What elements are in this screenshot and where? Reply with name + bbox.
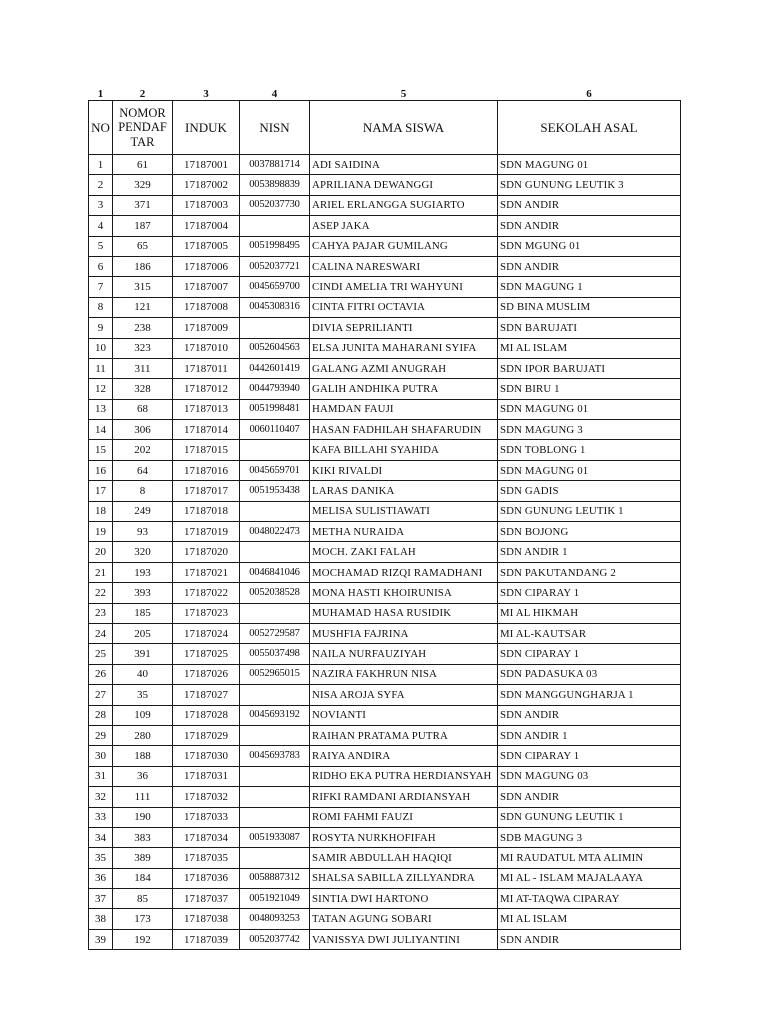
cell-nisn (240, 501, 310, 521)
cell-induk: 17187038 (173, 909, 240, 929)
cell-origin-school: SDN CIPARAY 1 (498, 583, 681, 603)
cell-no: 6 (89, 256, 113, 276)
cell-no: 3 (89, 195, 113, 215)
cell-nisn: 0051921049 (240, 889, 310, 909)
header-row (89, 101, 681, 155)
cell-student-name: KAFA BILLAHI SYAHIDA (310, 440, 498, 460)
cell-registration-number: 109 (113, 705, 173, 725)
cell-student-name: HAMDAN FAUJI (310, 399, 498, 419)
cell-no: 8 (89, 297, 113, 317)
cell-registration-number: 315 (113, 277, 173, 297)
cell-induk: 17187026 (173, 664, 240, 684)
cell-induk: 17187033 (173, 807, 240, 827)
cell-registration-number: 184 (113, 868, 173, 888)
cell-induk: 17187017 (173, 481, 240, 501)
table-row (89, 827, 681, 847)
cell-origin-school: SDN ANDIR 1 (498, 542, 681, 562)
table-row (89, 297, 681, 317)
student-table (88, 84, 681, 950)
cell-origin-school: SDN GUNUNG LEUTIK 1 (498, 501, 681, 521)
cell-induk: 17187037 (173, 889, 240, 909)
cell-registration-number: 389 (113, 848, 173, 868)
cell-origin-school: SDN ANDIR (498, 195, 681, 215)
cell-origin-school: SDN GUNUNG LEUTIK 1 (498, 807, 681, 827)
cell-origin-school: SDN PAKUTANDANG 2 (498, 562, 681, 582)
cell-origin-school: MI AL ISLAM (498, 909, 681, 929)
cell-origin-school: MI RAUDATUL MTA ALIMIN (498, 848, 681, 868)
cell-no: 2 (89, 175, 113, 195)
cell-origin-school: SDN MAGUNG 01 (498, 155, 681, 175)
cell-no: 21 (89, 562, 113, 582)
cell-no: 38 (89, 909, 113, 929)
cell-registration-number: 391 (113, 644, 173, 664)
cell-nisn: 0052038528 (240, 583, 310, 603)
table-row (89, 256, 681, 276)
cell-nisn: 0052037742 (240, 929, 310, 949)
table-row (89, 358, 681, 378)
cell-induk: 17187018 (173, 501, 240, 521)
cell-nisn: 0051933087 (240, 827, 310, 847)
cell-induk: 17187015 (173, 440, 240, 460)
table-row (89, 725, 681, 745)
header-registration-number: NOMOR PENDAF TAR (113, 101, 173, 155)
table-row (89, 623, 681, 643)
cell-no: 22 (89, 583, 113, 603)
cell-registration-number: 36 (113, 766, 173, 786)
cell-induk: 17187006 (173, 256, 240, 276)
cell-induk: 17187009 (173, 318, 240, 338)
cell-student-name: ADI SAIDINA (310, 155, 498, 175)
cell-student-name: RAIYA ANDIRA (310, 746, 498, 766)
cell-no: 35 (89, 848, 113, 868)
cell-student-name: NAZIRA FAKHRUN NISA (310, 664, 498, 684)
cell-registration-number: 306 (113, 420, 173, 440)
header-origin-school: SEKOLAH ASAL (498, 101, 681, 155)
cell-registration-number: 65 (113, 236, 173, 256)
cell-induk: 17187005 (173, 236, 240, 256)
table-row (89, 685, 681, 705)
cell-origin-school: MI AL-KAUTSAR (498, 623, 681, 643)
cell-no: 36 (89, 868, 113, 888)
cell-induk: 17187016 (173, 460, 240, 480)
table-row (89, 440, 681, 460)
cell-registration-number: 111 (113, 787, 173, 807)
cell-origin-school: SDN MAGUNG 03 (498, 766, 681, 786)
cell-registration-number: 280 (113, 725, 173, 745)
cell-origin-school: MI AL ISLAM (498, 338, 681, 358)
column-number: 1 (97, 88, 104, 100)
table-row (89, 379, 681, 399)
cell-origin-school: SDN GADIS (498, 481, 681, 501)
cell-origin-school: SDN ANDIR 1 (498, 725, 681, 745)
cell-origin-school: SDN PADASUKA 03 (498, 664, 681, 684)
cell-no: 19 (89, 522, 113, 542)
cell-no: 16 (89, 460, 113, 480)
cell-no: 17 (89, 481, 113, 501)
cell-student-name: MONA HASTI KHOIRUNISA (310, 583, 498, 603)
cell-student-name: METHA NURAIDA (310, 522, 498, 542)
cell-origin-school: SDN TOBLONG 1 (498, 440, 681, 460)
column-number: 6 (586, 88, 592, 100)
header-student-name: NAMA SISWA (310, 101, 498, 155)
table-row (89, 155, 681, 175)
table-row (89, 460, 681, 480)
cell-origin-school: SDB MAGUNG 3 (498, 827, 681, 847)
cell-student-name: MUHAMAD HASA RUSIDIK (310, 603, 498, 623)
cell-registration-number: 85 (113, 889, 173, 909)
cell-no: 34 (89, 827, 113, 847)
table-row (89, 481, 681, 501)
cell-induk: 17187029 (173, 725, 240, 745)
cell-origin-school: SDN ANDIR (498, 705, 681, 725)
table-row (89, 583, 681, 603)
cell-induk: 17187008 (173, 297, 240, 317)
cell-origin-school: SDN MAGUNG 01 (498, 399, 681, 419)
table-row (89, 236, 681, 256)
cell-registration-number: 61 (113, 155, 173, 175)
cell-student-name: ROSYTA NURKHOFIFAH (310, 827, 498, 847)
cell-nisn: 0052604563 (240, 338, 310, 358)
cell-origin-school: SD BINA MUSLIM (498, 297, 681, 317)
cell-no: 10 (89, 338, 113, 358)
cell-student-name: SINTIA DWI HARTONO (310, 889, 498, 909)
cell-origin-school: SDN MAGUNG 1 (498, 277, 681, 297)
cell-nisn: 0052037730 (240, 195, 310, 215)
table-row (89, 848, 681, 868)
cell-nisn: 0045693783 (240, 746, 310, 766)
cell-no: 28 (89, 705, 113, 725)
table-row (89, 195, 681, 215)
table-row (89, 909, 681, 929)
cell-nisn (240, 766, 310, 786)
table-body (89, 155, 681, 950)
cell-no: 9 (89, 318, 113, 338)
table-row (89, 338, 681, 358)
cell-nisn: 0044793940 (240, 379, 310, 399)
column-number: 5 (400, 88, 407, 100)
cell-nisn: 0442601419 (240, 358, 310, 378)
cell-no: 37 (89, 889, 113, 909)
cell-no: 30 (89, 746, 113, 766)
cell-nisn (240, 216, 310, 236)
cell-origin-school: MI AL - ISLAM MAJALAAYA (498, 868, 681, 888)
table-row (89, 420, 681, 440)
cell-registration-number: 383 (113, 827, 173, 847)
cell-student-name: RAIHAN PRATAMA PUTRA (310, 725, 498, 745)
cell-induk: 17187022 (173, 583, 240, 603)
cell-registration-number: 64 (113, 460, 173, 480)
cell-no: 26 (89, 664, 113, 684)
cell-no: 23 (89, 603, 113, 623)
cell-registration-number: 121 (113, 297, 173, 317)
cell-student-name: MOCHAMAD RIZQI RAMADHANI (310, 562, 498, 582)
cell-induk: 17187011 (173, 358, 240, 378)
table-row (89, 399, 681, 419)
column-number: 4 (271, 88, 278, 100)
cell-induk: 17187010 (173, 338, 240, 358)
table-row (89, 603, 681, 623)
cell-registration-number: 40 (113, 664, 173, 684)
cell-student-name: MUSHFIA FAJRINA (310, 623, 498, 643)
cell-student-name: CINDI AMELIA TRI WAHYUNI (310, 277, 498, 297)
cell-induk: 17187007 (173, 277, 240, 297)
cell-nisn: 0045693192 (240, 705, 310, 725)
cell-registration-number: 205 (113, 623, 173, 643)
cell-no: 32 (89, 787, 113, 807)
cell-induk: 17187027 (173, 685, 240, 705)
cell-induk: 17187020 (173, 542, 240, 562)
cell-nisn: 0045659700 (240, 277, 310, 297)
cell-nisn: 0048022473 (240, 522, 310, 542)
cell-origin-school: SDN GUNUNG LEUTIK 3 (498, 175, 681, 195)
cell-nisn: 0045308316 (240, 297, 310, 317)
cell-induk: 17187035 (173, 848, 240, 868)
cell-induk: 17187004 (173, 216, 240, 236)
column-number: 3 (203, 88, 209, 100)
cell-nisn: 0051998495 (240, 236, 310, 256)
cell-induk: 17187001 (173, 155, 240, 175)
cell-nisn (240, 787, 310, 807)
cell-student-name: TATAN AGUNG SOBARI (310, 909, 498, 929)
cell-student-name: CAHYA PAJAR GUMILANG (310, 236, 498, 256)
cell-nisn (240, 848, 310, 868)
cell-no: 31 (89, 766, 113, 786)
header-induk: INDUK (173, 101, 240, 155)
cell-student-name: VANISSYA DWI JULIYANTINI (310, 929, 498, 949)
cell-registration-number: 328 (113, 379, 173, 399)
cell-registration-number: 329 (113, 175, 173, 195)
cell-no: 15 (89, 440, 113, 460)
cell-origin-school: SDN ANDIR (498, 256, 681, 276)
cell-student-name: KIKI RIVALDI (310, 460, 498, 480)
cell-no: 7 (89, 277, 113, 297)
cell-student-name: NOVIANTI (310, 705, 498, 725)
table-row (89, 175, 681, 195)
cell-origin-school: SDN CIPARAY 1 (498, 746, 681, 766)
cell-no: 24 (89, 623, 113, 643)
cell-induk: 17187013 (173, 399, 240, 419)
cell-origin-school: SDN MANGGUNGHARJA 1 (498, 685, 681, 705)
cell-nisn: 0048093253 (240, 909, 310, 929)
cell-induk: 17187028 (173, 705, 240, 725)
cell-student-name: ARIEL ERLANGGA SUGIARTO (310, 195, 498, 215)
cell-student-name: ELSA JUNITA MAHARANI SYIFA (310, 338, 498, 358)
cell-no: 18 (89, 501, 113, 521)
table-row (89, 644, 681, 664)
cell-student-name: CINTA FITRI OCTAVIA (310, 297, 498, 317)
cell-nisn: 0058887312 (240, 868, 310, 888)
cell-student-name: SHALSA SABILLA ZILLYANDRA (310, 868, 498, 888)
table-row (89, 807, 681, 827)
table-row (89, 664, 681, 684)
cell-origin-school: SDN CIPARAY 1 (498, 644, 681, 664)
cell-induk: 17187024 (173, 623, 240, 643)
table-row (89, 705, 681, 725)
table-row (89, 522, 681, 542)
cell-induk: 17187023 (173, 603, 240, 623)
cell-induk: 17187014 (173, 420, 240, 440)
cell-no: 11 (89, 358, 113, 378)
cell-student-name: HASAN FADHILAH SHAFARUDIN (310, 420, 498, 440)
cell-origin-school: SDN IPOR BARUJATI (498, 358, 681, 378)
cell-nisn: 0052037721 (240, 256, 310, 276)
cell-registration-number: 320 (113, 542, 173, 562)
cell-student-name: APRILIANA DEWANGGI (310, 175, 498, 195)
table-row (89, 562, 681, 582)
cell-registration-number: 249 (113, 501, 173, 521)
cell-registration-number: 8 (113, 481, 173, 501)
cell-registration-number: 93 (113, 522, 173, 542)
cell-induk: 17187032 (173, 787, 240, 807)
header-nisn: NISN (240, 101, 310, 155)
header-no: NO (89, 101, 113, 155)
cell-student-name: RIFKI RAMDANI ARDIANSYAH (310, 787, 498, 807)
column-number-row (89, 84, 681, 101)
cell-induk: 17187025 (173, 644, 240, 664)
cell-nisn (240, 603, 310, 623)
cell-nisn (240, 725, 310, 745)
cell-student-name: LARAS DANIKA (310, 481, 498, 501)
cell-no: 29 (89, 725, 113, 745)
table-row (89, 889, 681, 909)
cell-registration-number: 187 (113, 216, 173, 236)
cell-nisn: 0051998481 (240, 399, 310, 419)
table-row (89, 501, 681, 521)
cell-no: 20 (89, 542, 113, 562)
cell-registration-number: 185 (113, 603, 173, 623)
table-row (89, 868, 681, 888)
cell-origin-school: SDN MGUNG 01 (498, 236, 681, 256)
table-row (89, 542, 681, 562)
cell-induk: 17187019 (173, 522, 240, 542)
cell-induk: 17187034 (173, 827, 240, 847)
cell-no: 14 (89, 420, 113, 440)
cell-student-name: CALINA NARESWARI (310, 256, 498, 276)
cell-registration-number: 188 (113, 746, 173, 766)
table-row (89, 929, 681, 949)
cell-nisn: 0045659701 (240, 460, 310, 480)
table-row (89, 318, 681, 338)
cell-student-name: GALANG AZMI ANUGRAH (310, 358, 498, 378)
cell-registration-number: 190 (113, 807, 173, 827)
cell-nisn (240, 542, 310, 562)
table-row (89, 746, 681, 766)
cell-nisn: 0046841046 (240, 562, 310, 582)
cell-registration-number: 371 (113, 195, 173, 215)
cell-induk: 17187021 (173, 562, 240, 582)
cell-induk: 17187030 (173, 746, 240, 766)
cell-registration-number: 173 (113, 909, 173, 929)
cell-registration-number: 393 (113, 583, 173, 603)
cell-induk: 17187039 (173, 929, 240, 949)
cell-origin-school: SDN BARUJATI (498, 318, 681, 338)
cell-student-name: ROMI FAHMI FAUZI (310, 807, 498, 827)
cell-nisn: 0037881714 (240, 155, 310, 175)
table-row (89, 277, 681, 297)
cell-student-name: MELISA SULISTIAWATI (310, 501, 498, 521)
cell-induk: 17187012 (173, 379, 240, 399)
cell-origin-school: SDN ANDIR (498, 216, 681, 236)
cell-nisn: 0051953438 (240, 481, 310, 501)
cell-student-name: NAILA NURFAUZIYAH (310, 644, 498, 664)
table-row (89, 787, 681, 807)
cell-origin-school: SDN BIRU 1 (498, 379, 681, 399)
cell-nisn: 0052965015 (240, 664, 310, 684)
cell-student-name: NISA AROJA SYFA (310, 685, 498, 705)
cell-origin-school: MI AL HIKMAH (498, 603, 681, 623)
cell-nisn: 0055037498 (240, 644, 310, 664)
cell-registration-number: 68 (113, 399, 173, 419)
cell-registration-number: 323 (113, 338, 173, 358)
cell-origin-school: MI AT-TAQWA CIPARAY (498, 889, 681, 909)
cell-no: 5 (89, 236, 113, 256)
table-row (89, 766, 681, 786)
cell-registration-number: 238 (113, 318, 173, 338)
cell-origin-school: SDN BOJONG (498, 522, 681, 542)
cell-nisn: 0052729587 (240, 623, 310, 643)
cell-no: 4 (89, 216, 113, 236)
cell-origin-school: SDN MAGUNG 01 (498, 460, 681, 480)
cell-induk: 17187002 (173, 175, 240, 195)
cell-student-name: SAMIR ABDULLAH HAQIQI (310, 848, 498, 868)
cell-origin-school: SDN ANDIR (498, 787, 681, 807)
cell-induk: 17187003 (173, 195, 240, 215)
column-number: 2 (139, 88, 146, 100)
cell-origin-school: SDN MAGUNG 3 (498, 420, 681, 440)
cell-nisn (240, 318, 310, 338)
cell-registration-number: 192 (113, 929, 173, 949)
cell-registration-number: 311 (113, 358, 173, 378)
cell-no: 33 (89, 807, 113, 827)
cell-student-name: ASEP JAKA (310, 216, 498, 236)
cell-no: 13 (89, 399, 113, 419)
cell-no: 25 (89, 644, 113, 664)
cell-student-name: RIDHO EKA PUTRA HERDIANSYAH (310, 766, 498, 786)
cell-nisn: 0060110407 (240, 420, 310, 440)
cell-registration-number: 186 (113, 256, 173, 276)
cell-no: 12 (89, 379, 113, 399)
cell-origin-school: SDN ANDIR (498, 929, 681, 949)
cell-nisn: 0053898839 (240, 175, 310, 195)
cell-induk: 17187031 (173, 766, 240, 786)
cell-induk: 17187036 (173, 868, 240, 888)
cell-registration-number: 202 (113, 440, 173, 460)
table-row (89, 216, 681, 236)
cell-no: 1 (89, 155, 113, 175)
cell-no: 27 (89, 685, 113, 705)
cell-no: 39 (89, 929, 113, 949)
cell-student-name: MOCH. ZAKI FALAH (310, 542, 498, 562)
cell-nisn (240, 807, 310, 827)
student-list-sheet (88, 84, 680, 950)
cell-registration-number: 35 (113, 685, 173, 705)
cell-student-name: DIVIA SEPRILIANTI (310, 318, 498, 338)
cell-nisn (240, 685, 310, 705)
cell-registration-number: 193 (113, 562, 173, 582)
cell-student-name: GALIH ANDHIKA PUTRA (310, 379, 498, 399)
cell-nisn (240, 440, 310, 460)
